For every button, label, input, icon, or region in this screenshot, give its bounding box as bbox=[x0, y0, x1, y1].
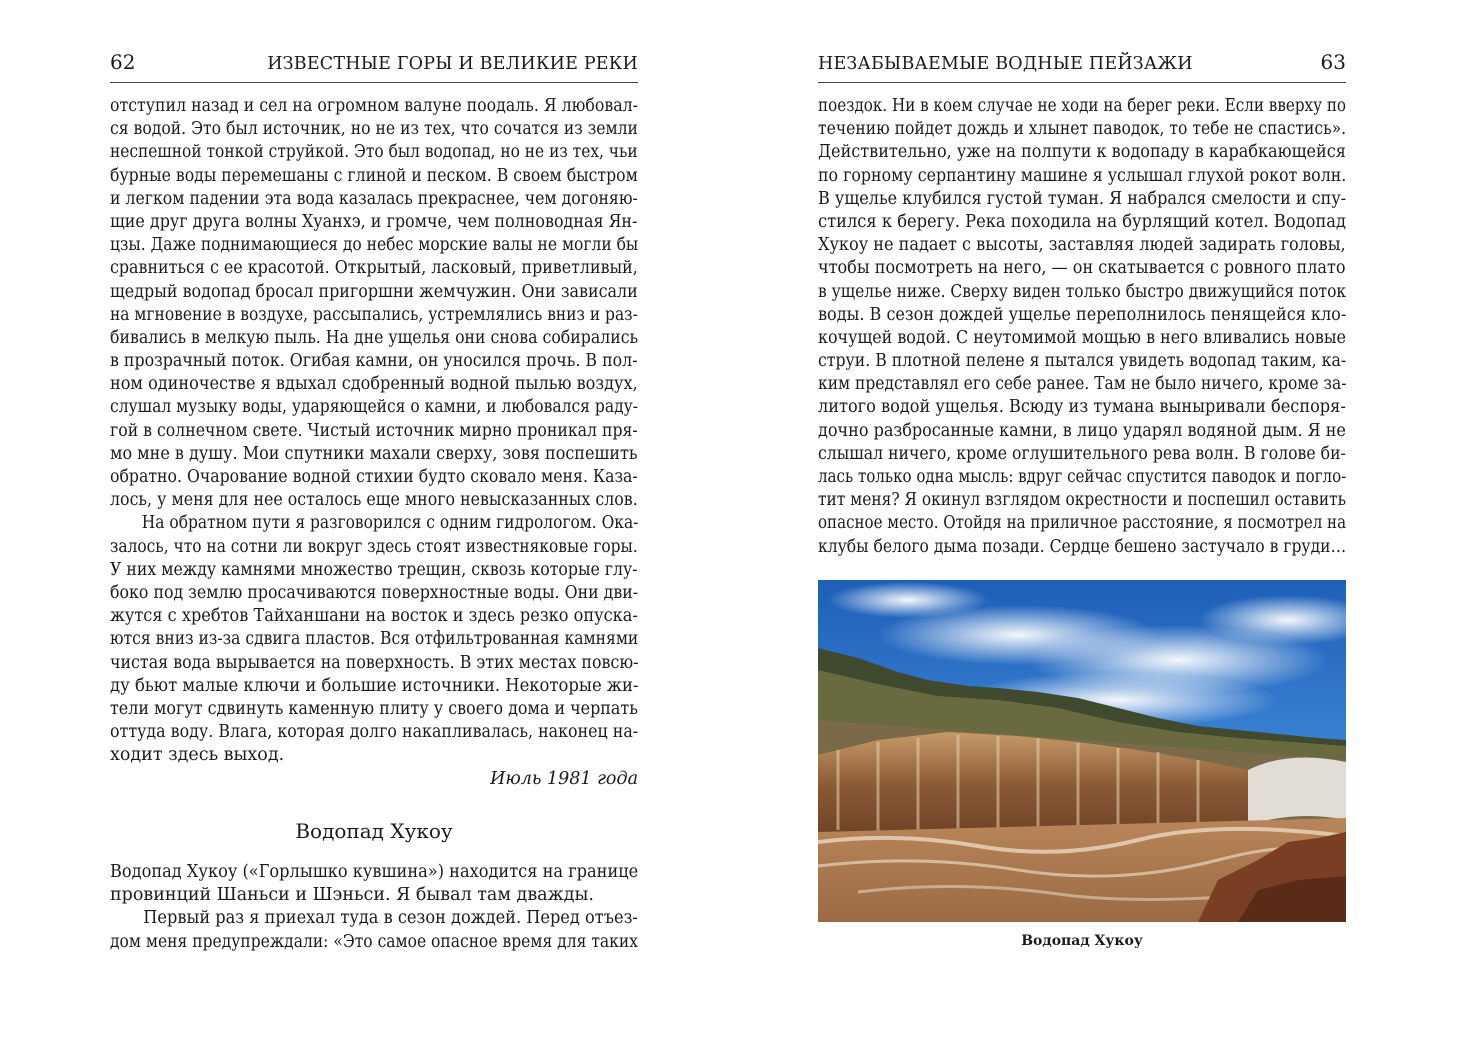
text-line: струи. В плотной пелене я пытался увидеть водопад таким, ка- bbox=[818, 351, 1347, 372]
text-line: бурные воды перемешаны с глиной и песком. В своем быстром bbox=[110, 165, 638, 186]
text-line: щие друг друга волны Хуанхэ, и громче, чем полноводная Ян- bbox=[110, 211, 638, 232]
header-rule bbox=[110, 82, 638, 83]
text-line: У них между камнями множество трещин, сквозь которые глу- bbox=[110, 559, 638, 580]
text-line: кочущей водой. С неутомимой мощью в него вливались новые bbox=[818, 327, 1346, 348]
paragraph-waterfall-description bbox=[110, 95, 638, 767]
text-line: ким представлял его себе ранее. Там не было ничего, кроме за- bbox=[818, 374, 1347, 395]
text-line: Водопад Хукоу («Горлышко кувшина») находится на границе bbox=[110, 862, 639, 882]
text-line: ном одиночестве я вдыхал сдобренный водной пылью воздух, bbox=[110, 374, 638, 395]
text-line: ходит здесь выход. bbox=[110, 745, 285, 766]
text-line: течению пойдет дождь и хлынет паводок, то тебе не спастись». bbox=[818, 119, 1347, 140]
text-line: В ущелье клубился густой туман. Я набрался смелости и спу- bbox=[818, 188, 1347, 209]
text-line: гой в солнечном свете. Чистый источник мирно проникал пря- bbox=[110, 420, 638, 441]
text-line: На обратном пути я разговорился с одним гидрологом. Ока- bbox=[141, 513, 639, 534]
running-title: НЕЗАБЫВАЕМЫЕ ВОДНЫЕ ПЕЙЗАЖИ bbox=[818, 54, 1193, 74]
text-line: на мгновение в воздухе, рассыпались, устремлялись вниз и раз- bbox=[110, 304, 638, 325]
text-line: сравниться с ее красотой. Открытый, ласковый, приветливый, bbox=[110, 258, 638, 279]
text-line: в ущелье ниже. Сверху виден только быстро движущийся поток bbox=[818, 281, 1347, 302]
page-number: 62 bbox=[110, 50, 136, 74]
running-title: ИЗВЕСТНЫЕ ГОРЫ И ВЕЛИКИЕ РЕКИ bbox=[267, 54, 638, 74]
text-line: стился к берегу. Река походила на бурлящий котел. Водопад bbox=[818, 211, 1347, 232]
text-line: Хукоу не падает с высоты, заставляя людей задирать головы, bbox=[818, 235, 1346, 256]
waterfall-photo bbox=[818, 580, 1346, 922]
text-line: ся водой. Это был источник, но не из тех, что сочатся из земли bbox=[110, 119, 638, 140]
text-line: ду бьют малые ключи и большие источники. Некоторые жи- bbox=[110, 675, 639, 696]
text-line: клубы белого дыма позади. Сердце бешено застучало в груди… bbox=[818, 536, 1347, 557]
text-line: опасное место. Отойдя на приличное расстояние, я посмотрел на bbox=[818, 513, 1347, 534]
page-number: 63 bbox=[1320, 50, 1346, 74]
text-line: в прозрачный поток. Огибая камни, он уносился прочь. В пол- bbox=[110, 351, 638, 372]
text-line: слышал ничего, кроме оглушительного рева волн. В голове би- bbox=[818, 443, 1346, 464]
text-line: поездок. Ни в коем случае не ходи на берег реки. Если вверху по bbox=[818, 96, 1347, 116]
text-line: неспешной тонкой струйкой. Это был водопад, но не из тех, чьи bbox=[110, 142, 638, 163]
text-line: оттуда воду. Влага, которая долго накапливалась, наконец на- bbox=[110, 722, 639, 743]
text-line: по горному серпантину машине я услышал глухой рокот волн. bbox=[818, 165, 1347, 186]
text-line: провинций Шаньси и Шэньси. Я бывал там дважды. bbox=[110, 885, 594, 906]
photo-caption: Водопад Хукоу bbox=[1021, 933, 1143, 949]
running-header bbox=[818, 50, 1346, 76]
paragraph-continuation bbox=[818, 95, 1346, 559]
text-line: Первый раз я приехал туда в сезон дождей. Перед отъез- bbox=[143, 908, 638, 929]
running-header bbox=[110, 50, 638, 76]
text-line: обратно. Очарование водной стихии будто сковало меня. Каза- bbox=[110, 467, 638, 487]
section-heading: Водопад Хукоу bbox=[295, 819, 453, 843]
text-line: отступил назад и сел на огромном валуне поодаль. Я любовал- bbox=[110, 96, 639, 116]
text-line: чтобы посмотреть на него, — он скатывается с ровного плато bbox=[818, 258, 1346, 279]
text-line: воды. В сезон дождей ущелье переполнилось пенящейся кло- bbox=[818, 304, 1347, 325]
text-line: ются вниз из-за сдвига пластов. Вся отфильтрованная камнями bbox=[110, 629, 639, 650]
text-line: дом меня предупреждали: «Это самое опасное время для таких bbox=[110, 931, 638, 952]
text-line: боко под землю просачиваются поверхностные воды. Они дви- bbox=[110, 582, 639, 603]
text-line: чистая вода вырывается на поверхность. В этих местах повсю- bbox=[110, 652, 639, 673]
date-signoff: Июль 1981 года bbox=[490, 769, 638, 789]
left-page bbox=[0, 0, 728, 1045]
text-line: цзы. Даже поднимающиеся до небес морские валы не могли бы bbox=[110, 235, 639, 256]
text-line: тит меня? Я окинул взглядом окрестности и поспешил оставить bbox=[818, 490, 1347, 511]
text-line: Действительно, уже на полпути к водопаду в карабкающейся bbox=[818, 142, 1346, 163]
right-page bbox=[728, 0, 1457, 1045]
text-line: щедрый водопад бросал пригоршни жемчужин. Они зависали bbox=[110, 281, 638, 302]
text-line: тели могут сдвинуть каменную плиту у своего дома и черпать bbox=[110, 698, 638, 719]
text-line: мо мне в душу. Мои спутники махали сверху, зовя поспешить bbox=[110, 443, 638, 464]
text-line: и легком падении эта вода казалась прекраснее, чем догоняю- bbox=[110, 188, 638, 209]
text-line: дочно разбросанные камни, в лицо ударял водяной дым. Я не bbox=[818, 420, 1346, 441]
text-line: лась только одна мысль: вдруг сейчас спустится паводок и погло- bbox=[818, 467, 1347, 487]
text-line: жутся с хребтов Тайханшани на восток и здесь резко опуска- bbox=[110, 606, 638, 627]
text-line: бивались в мелкую пыль. На дне ущелья они снова собирались bbox=[110, 327, 639, 348]
text-line: литого водой ущелья. Всюду из тумана выныривали беспоря- bbox=[818, 397, 1346, 418]
text-line: лось, у меня для нее осталось еще много невысказанных слов. bbox=[110, 490, 638, 511]
text-line: залось, что на сотни ли вокруг здесь стоят известняковые горы. bbox=[110, 536, 638, 557]
paragraph-hukou-intro bbox=[110, 861, 638, 954]
header-rule bbox=[818, 82, 1346, 83]
text-line: слушал музыку воды, ударяющейся о камни, и любовался раду- bbox=[110, 397, 639, 418]
